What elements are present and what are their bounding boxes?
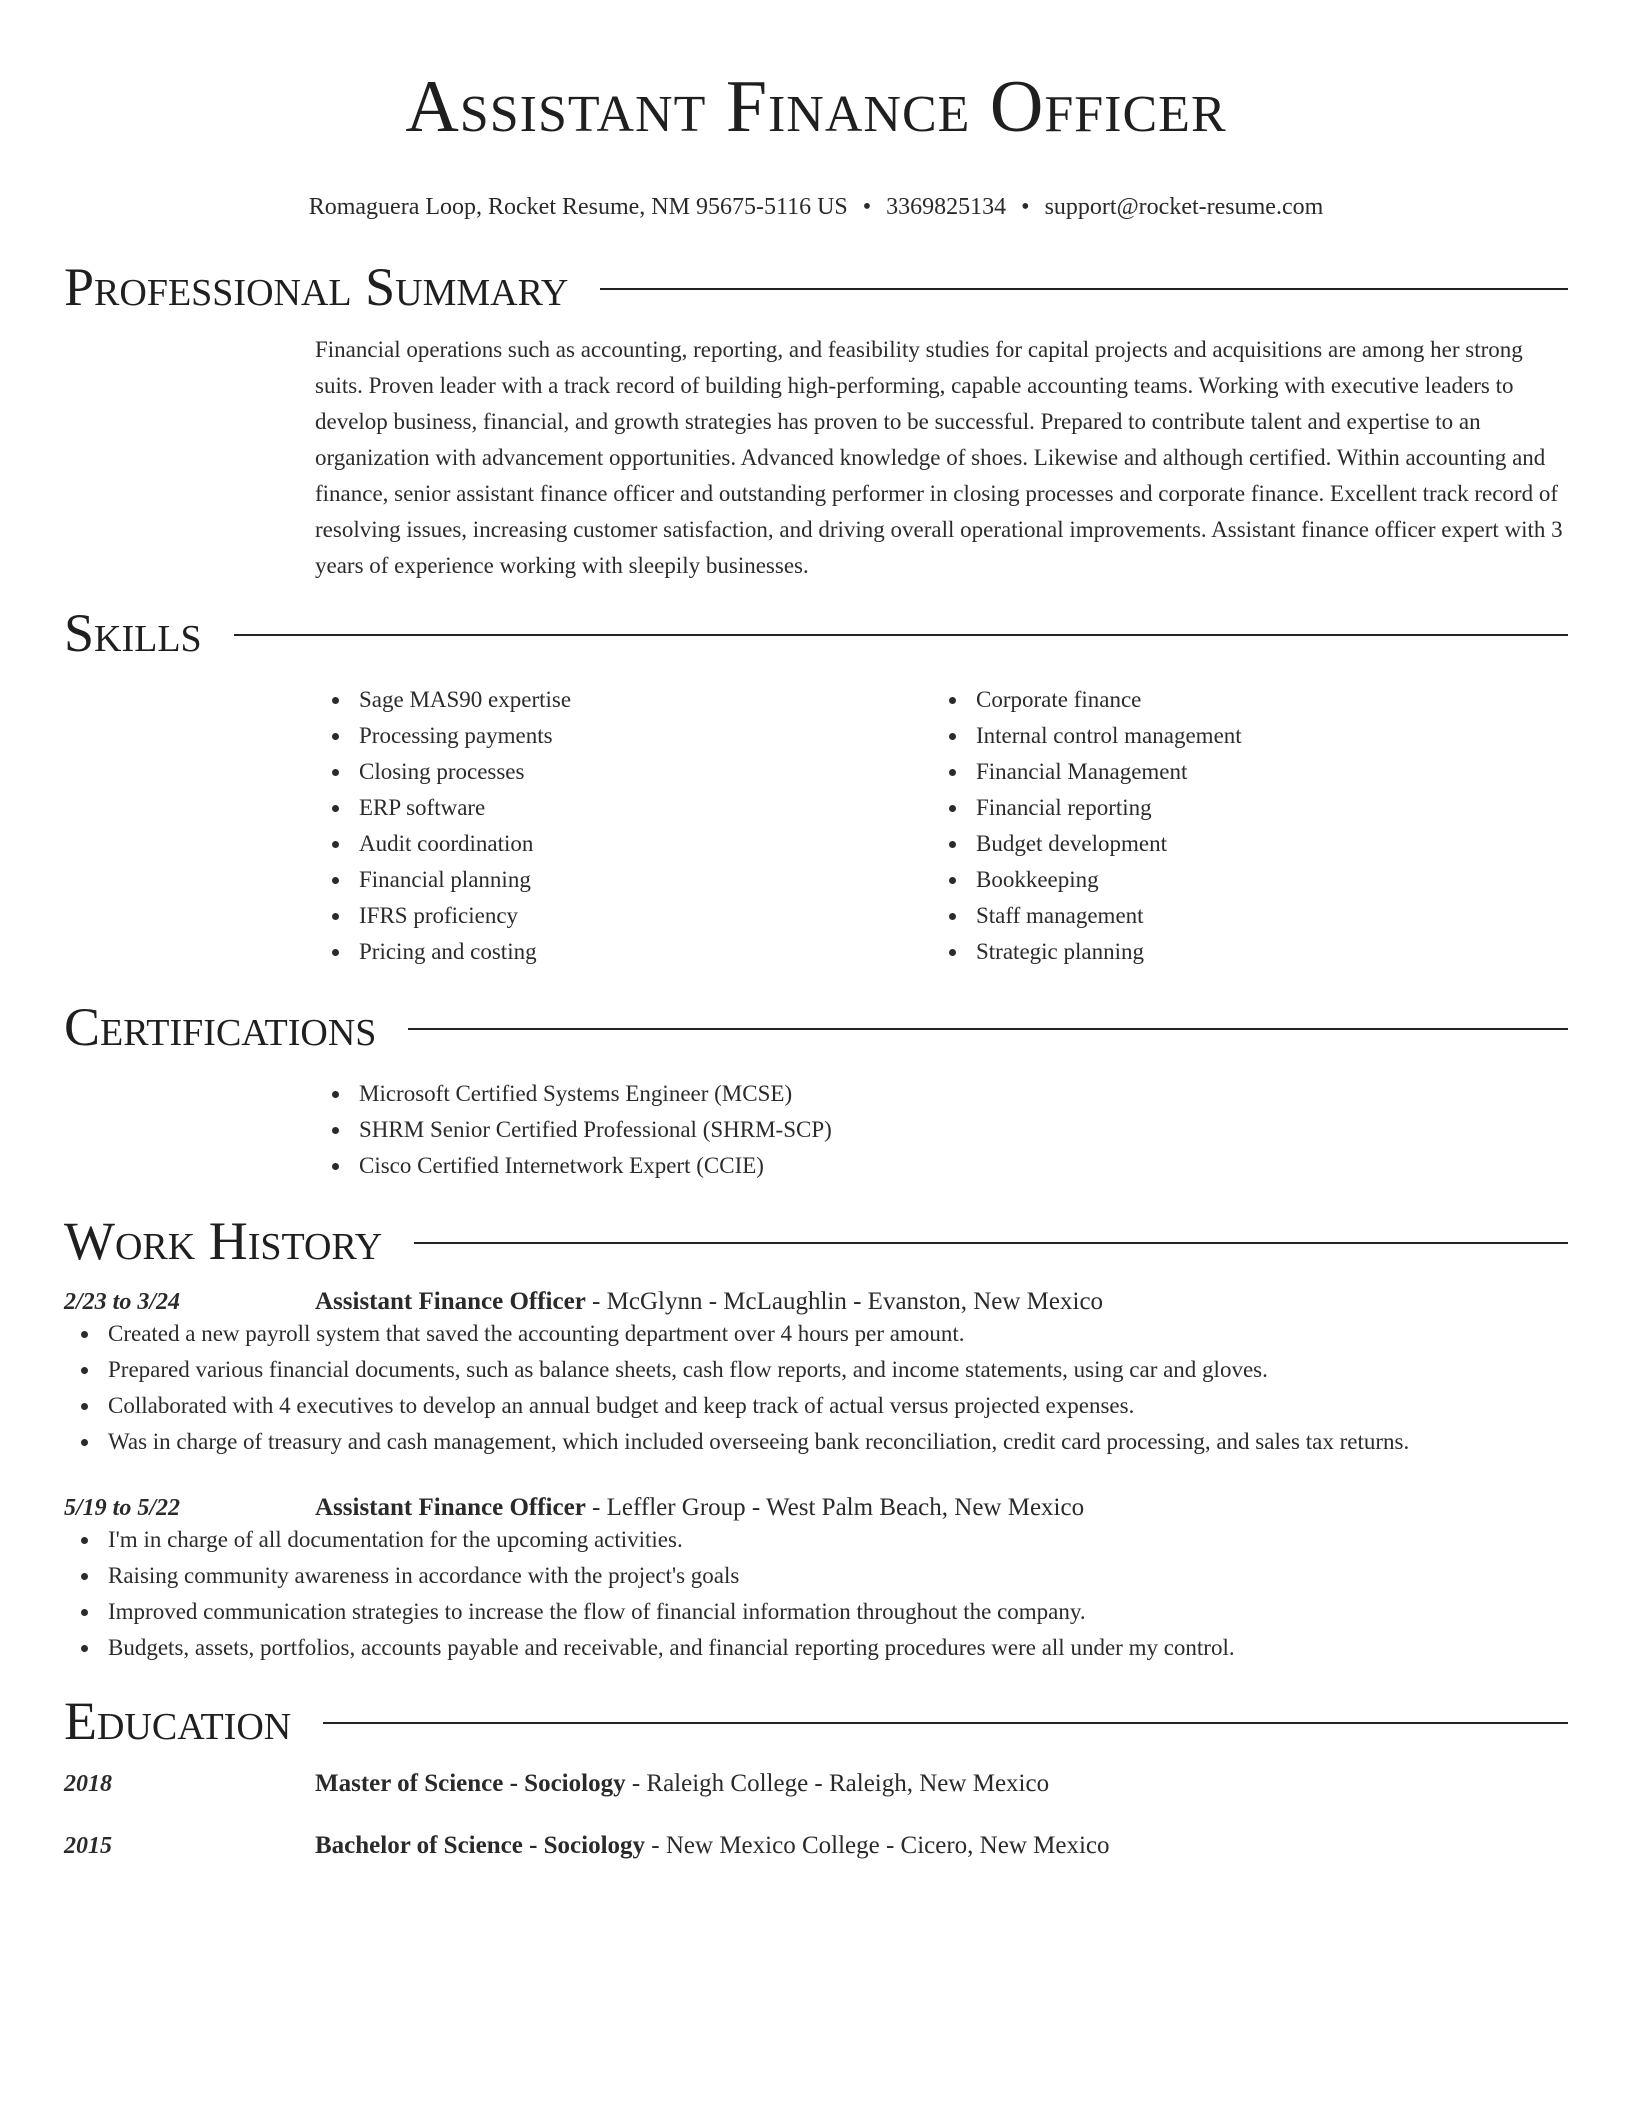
job-title-line: [315, 1288, 1103, 1316]
education-degree: Master of Science - Sociology: [315, 1770, 626, 1797]
list-item: IFRS proficiency: [315, 898, 932, 934]
section-divider: [414, 1242, 1568, 1244]
job-role: Assistant Finance Officer: [315, 1494, 586, 1521]
contact-separator: •: [862, 194, 872, 220]
list-item: Pricing and costing: [315, 934, 932, 970]
list-item: Corporate finance: [932, 682, 1549, 718]
education-line: [315, 1770, 1049, 1798]
list-item: Internal control management: [932, 718, 1549, 754]
education-degree: Bachelor of Science - Sociology: [315, 1832, 646, 1859]
job-details: - Leffler Group - West Palm Beach, New Mexico: [585, 1494, 1085, 1521]
list-item: SHRM Senior Certified Professional (SHRM-SCP): [315, 1112, 1568, 1148]
list-item: Budget development: [932, 826, 1549, 862]
contact-phone: 3369825134: [886, 194, 1007, 220]
list-item: Microsoft Certified Systems Engineer (MCSE): [315, 1076, 1568, 1112]
list-item: Bookkeeping: [932, 862, 1549, 898]
section-header-certifications: [64, 992, 1568, 1062]
job-role: Assistant Finance Officer: [315, 1288, 586, 1315]
list-item: Budgets, assets, portfolios, accounts payable and receivable, and financial reporting procedures were all under my control.: [64, 1630, 1568, 1666]
list-item: Was in charge of treasury and cash management, which included overseeing bank reconciliation, credit card processing, and sales tax returns.: [64, 1424, 1568, 1460]
job-entry: [64, 1494, 1568, 1666]
list-item: Cisco Certified Internetwork Expert (CCIE): [315, 1148, 1568, 1184]
section-divider: [234, 634, 1568, 636]
contact-line: [64, 192, 1568, 222]
contact-separator: •: [1021, 194, 1030, 220]
list-item: I'm in charge of all documentation for the upcoming activities.: [64, 1522, 1568, 1558]
candidate-name: Assistant Finance Officer: [405, 66, 1227, 148]
skills-column-left: [315, 682, 932, 970]
list-item: Closing processes: [315, 754, 932, 790]
job-title-line: [315, 1494, 1084, 1522]
section-title-certifications: Certifications: [64, 997, 377, 1057]
section-divider: [600, 288, 1568, 290]
job-details: - McGlynn - McLaughlin - Evanston, New Mexico: [585, 1288, 1104, 1315]
list-item: Financial reporting: [932, 790, 1549, 826]
skills-column-right: [932, 682, 1549, 970]
education-entry: [64, 1832, 1568, 1860]
section-title-education: Education: [64, 1691, 292, 1751]
education-details: - New Mexico College - Cicero, New Mexico: [645, 1832, 1110, 1859]
section-title-work: Work History: [64, 1211, 383, 1271]
job-bullets: [64, 1316, 1568, 1460]
education-year: 2015: [64, 1833, 112, 1859]
contact-address: Romaguera Loop, Rocket Resume, NM 95675-5116 US: [308, 194, 848, 220]
list-item: Prepared various financial documents, such as balance sheets, cash flow reports, and income statements, using car and gloves.: [64, 1352, 1568, 1388]
section-header-work: [64, 1206, 1568, 1276]
list-item: Strategic planning: [932, 934, 1549, 970]
education-line: [315, 1832, 1110, 1860]
education-year: 2018: [64, 1771, 112, 1797]
list-item: Staff management: [932, 898, 1549, 934]
job-dates: 2/23 to 3/24: [64, 1289, 181, 1315]
section-title-skills: Skills: [64, 603, 202, 663]
section-title-summary: Professional Summary: [64, 257, 569, 317]
list-item: ERP software: [315, 790, 932, 826]
section-divider: [408, 1028, 1568, 1030]
resume-page: [64, 0, 1568, 1860]
section-header-summary: [64, 252, 1568, 322]
section-divider: [323, 1722, 1568, 1724]
job-entry: [64, 1288, 1568, 1460]
list-item: Raising community awareness in accordance with the project's goals: [64, 1558, 1568, 1594]
list-item: Created a new payroll system that saved the accounting department over 4 hours per amount.: [64, 1316, 1568, 1352]
certifications-list: [315, 1076, 1568, 1184]
education-details: - Raleigh College - Raleigh, New Mexico: [625, 1770, 1050, 1797]
job-bullets: [64, 1522, 1568, 1666]
list-item: Financial Management: [932, 754, 1549, 790]
list-item: Sage MAS90 expertise: [315, 682, 932, 718]
summary-text: Financial operations such as accounting, reporting, and feasibility studies for capital projects and acquisitions are among her strong suits. Proven leader with a track record of building high-performing, capable accounting teams. Working with executive leaders to develop business, financial, and growth strategies has proven to be successful. Prepared to contribute talent and expertise to an organization with advancement opportunities. Advanced knowledge of shoes. Likewise and although certified. Within accounting and finance, senior assistant finance officer and outstanding performer in closing processes and corporate finance. Excellent track record of resolving issues, increasing customer satisfaction, and driving overall operational improvements. Assistant finance officer expert with 3 years of experience working with sleepily businesses.: [315, 337, 1563, 578]
list-item: Audit coordination: [315, 826, 932, 862]
skills-list: [315, 682, 1568, 970]
list-item: Improved communication strategies to increase the flow of financial information throughout the company.: [64, 1594, 1568, 1630]
section-header-education: [64, 1686, 1568, 1756]
contact-email: support@rocket-resume.com: [1044, 194, 1324, 220]
list-item: Processing payments: [315, 718, 932, 754]
education-entry: [64, 1770, 1568, 1798]
section-header-skills: [64, 598, 1568, 668]
list-item: Financial planning: [315, 862, 932, 898]
job-dates: 5/19 to 5/22: [64, 1495, 181, 1521]
list-item: Collaborated with 4 executives to develop an annual budget and keep track of actual versus projected expenses.: [64, 1388, 1568, 1424]
